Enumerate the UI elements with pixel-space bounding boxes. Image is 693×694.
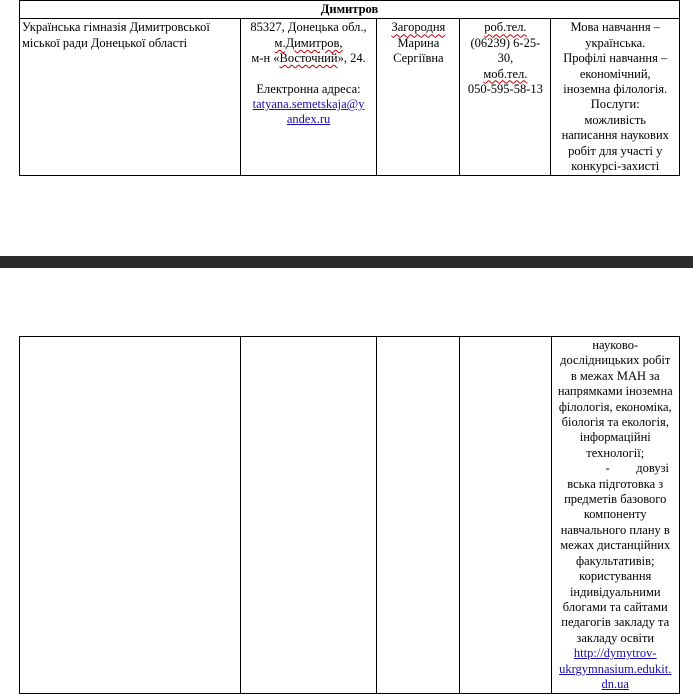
empty-cell — [20, 337, 241, 694]
page-1 — [0, 0, 693, 256]
work-phone: (06239) 6-25- 30, — [470, 35, 541, 66]
address-cell: 85327, Донецька обл., м.Димитров, м-н «Восточний», 24. Електронна адреса: tatyana.semetskaja@y andex.ru — [240, 19, 377, 176]
schools-table — [19, 0, 680, 176]
page-separator — [0, 256, 693, 268]
website-link[interactable]: http://dymytrov- ukrgymnasium.edukit. dn.ua — [559, 646, 672, 691]
contacts-cell: роб.тел. (06239) 6-25- 30, моб.тел. 050-595-58-13 — [460, 19, 551, 176]
table-row — [20, 337, 680, 694]
email-link[interactable]: tatyana.semetskaja@y andex.ru — [252, 97, 365, 127]
empty-cell — [240, 337, 377, 694]
page-2 — [0, 268, 693, 689]
info-cell: Мова навчання – українська. Профілі навчання – економічний, іноземна філологія. Послуги: можливість написання наукових робіт для участі у конкурсі-захисті — [551, 19, 680, 176]
table-row — [20, 19, 680, 176]
info-cell-continued: науково- дослідницьких робіт в межах МАН за напрямками іноземна філологія, економіка, біологія та екологія, інформаційні технології; - довузі вська підготовка з предметів базового компоненту навчального плану в межах дистанційних факультативів; користування індивідуальними блогами та сайтами педагогів закладу та закладу освіти http://dymytrov- ukrgymnasium.edukit. dn.ua — [551, 337, 680, 694]
director-cell: Загородня Марина Сергіївна — [377, 19, 460, 176]
list-dash-line: - довузі — [605, 461, 669, 476]
empty-cell — [460, 337, 551, 694]
empty-cell — [377, 337, 460, 694]
schools-table-continued — [19, 336, 680, 694]
school-name: Українська гімназія Димитровської міської ради Донецької області — [20, 19, 241, 176]
address-street: м-н «Восточний», 24. — [251, 51, 366, 66]
city-heading: Димитров — [20, 1, 680, 19]
